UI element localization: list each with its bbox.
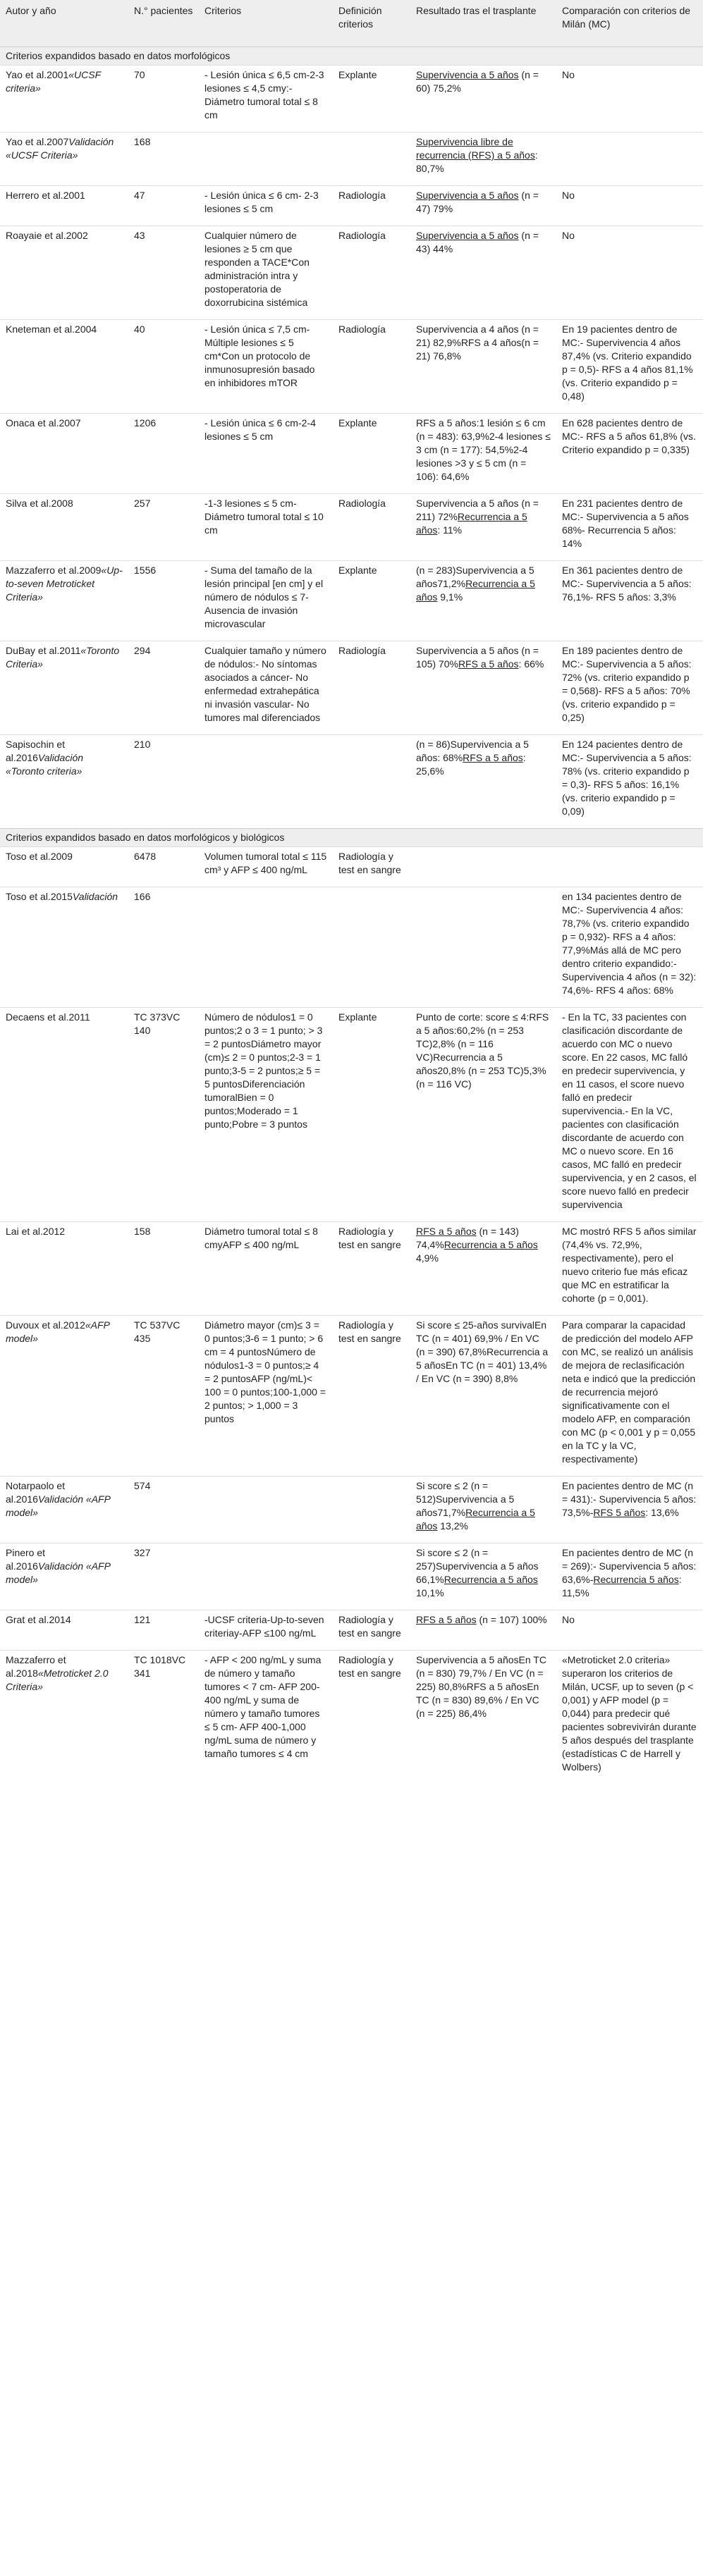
cell-milan-comparison xyxy=(556,561,703,641)
author-name: Yao et al.2001 xyxy=(6,69,69,80)
cell-definition: Radiología y test en sangre xyxy=(333,1222,410,1316)
cell-definition: Explante xyxy=(333,414,410,494)
criteria-text: - Lesión única ≤ 6 cm- 2-3 lesiones ≤ 5 cm xyxy=(204,190,319,214)
cell-author xyxy=(0,494,128,561)
table-row xyxy=(0,1222,703,1316)
table-row xyxy=(0,414,703,494)
result-text: Supervivencia a 5 añosEn TC (n = 830) 79,7% / En VC (n = 225) 80,8%RFS a 5 añosEn TC (n = 830) 89,6% / En VC (n = 225) 86,4% xyxy=(416,1654,546,1719)
cell-criteria xyxy=(199,641,333,735)
author-subtitle: «Toronto Criteria» xyxy=(6,645,120,670)
criteria-text: Volumen tumoral total ≤ 115 cm³ y AFP ≤ 400 ng/mL xyxy=(204,851,327,875)
result-text: (n = 283)Supervivencia a 5 años71,2% xyxy=(416,565,534,589)
mc-text: «Metroticket 2.0 criteria» superaron los criterios de Milán, UCSF, up to seven (p < 0,001) y AFP model (p = 0,044) para predecir qué pacientes sobrevivirán durante 5 años después del trasplante (estadísticas C de Harrell y Wolbers) xyxy=(562,1654,697,1773)
table-row xyxy=(0,66,703,133)
cell-criteria xyxy=(199,1543,333,1610)
cell-result xyxy=(410,320,556,414)
result-text: (n = 143) 74,4% xyxy=(416,1226,519,1250)
header-criteria: Criterios xyxy=(199,0,333,47)
result-metric: Recurrencia a 5 años xyxy=(416,578,535,603)
section-title: Criterios expandidos basado en datos morfológicos xyxy=(0,47,703,66)
section-row xyxy=(0,47,703,66)
cell-milan-comparison xyxy=(556,735,703,829)
cell-patients: 121 xyxy=(128,1610,199,1651)
cell-milan-comparison xyxy=(556,1543,703,1610)
author-name: Mazzaferro et al.2009 xyxy=(6,565,102,576)
cell-result xyxy=(410,1008,556,1222)
criteria-text: - Lesión única ≤ 7,5 cm-Múltiple lesiones ≤ 5 cm*Con un protocolo de inmunosupresión basado en inhibidores mTOR xyxy=(204,323,315,388)
criteria-text: Diámetro mayor (cm)≤ 3 = 0 puntos;3-6 = 1 punto; > 6 cm = 4 puntosNúmero de nódulos1-3 = 0 puntos;≥ 4 = 2 puntosAFP (ng/mL)< 100 = 0 puntos;100-1,000 = 2 puntos; > 1,000 = 3 puntos xyxy=(204,1319,326,1424)
cell-result xyxy=(410,1316,556,1477)
author-subtitle: «AFP model» xyxy=(6,1319,110,1344)
result-text: : 25,6% xyxy=(416,752,526,777)
mc-text: No xyxy=(562,69,575,80)
cell-patients: 40 xyxy=(128,320,199,414)
author-subtitle: Validación «AFP model» xyxy=(6,1560,111,1585)
result-text: Punto de corte: score ≤ 4:RFS a 5 años:60,2% (n = 253 TC)2,8% (n = 116 VC)Recurrencia a 5 años20,8% (n = 253 TC)5,3% (n = 116 VC) xyxy=(416,1011,549,1090)
mc-text: en 134 pacientes dentro de MC:- Supervivencia 4 años: 78,7% (vs. criterio expandido p = 0,932)- RFS a 4 años: 77,9%Más allá de MC pero dentro criterio expandido:- Supervivencia 4 años (n = 32): 74,6%- RFS 4 años: 68% xyxy=(562,891,697,996)
cell-author xyxy=(0,1610,128,1651)
cell-milan-comparison xyxy=(556,66,703,133)
cell-criteria xyxy=(199,1008,333,1222)
table-row xyxy=(0,847,703,887)
cell-author xyxy=(0,1651,128,1785)
cell-milan-comparison xyxy=(556,414,703,494)
author-name: Lai et al.2012 xyxy=(6,1226,66,1237)
cell-definition xyxy=(333,1543,410,1610)
table-row xyxy=(0,226,703,320)
cell-criteria xyxy=(199,847,333,887)
cell-patients: 168 xyxy=(128,133,199,186)
cell-criteria xyxy=(199,887,333,1008)
result-text: Si score ≤ 2 (n = 257)Supervivencia a 5 años 66,1% xyxy=(416,1547,539,1585)
cell-criteria xyxy=(199,1651,333,1785)
result-text: 9,1% xyxy=(437,591,463,603)
mc-text: En 124 pacientes dentro de MC:- Supervivencia a 5 años: 78% (vs. criterio expandido p = 0,3)- RFS 5 años: 16,1% (vs. criterio expandido p = 0,09) xyxy=(562,739,692,817)
table-row xyxy=(0,133,703,186)
cell-definition: Radiología xyxy=(333,641,410,735)
cell-definition: Explante xyxy=(333,66,410,133)
author-name: Grat et al.2014 xyxy=(6,1614,71,1625)
cell-criteria xyxy=(199,226,333,320)
cell-patients: TC 1018VC 341 xyxy=(128,1651,199,1785)
cell-author xyxy=(0,847,128,887)
result-text: 4,9% xyxy=(416,1252,439,1264)
cell-criteria xyxy=(199,320,333,414)
cell-definition: Radiología y test en sangre xyxy=(333,1651,410,1785)
author-subtitle: Validación xyxy=(72,891,118,902)
header-definition: Definición criterios xyxy=(333,0,410,47)
mc-metric: RFS 5 años xyxy=(593,1507,646,1518)
cell-milan-comparison xyxy=(556,641,703,735)
cell-author xyxy=(0,66,128,133)
result-text: (n = 60) 75,2% xyxy=(416,69,539,94)
criteria-text: Cualquier número de lesiones ≥ 5 cm que responden a TACE*Con administración intra y postoperatoria de doxorrubicina sistémica xyxy=(204,230,310,308)
cell-definition: Explante xyxy=(333,561,410,641)
cell-author xyxy=(0,414,128,494)
cell-patients: 70 xyxy=(128,66,199,133)
table-row xyxy=(0,641,703,735)
table-row xyxy=(0,1610,703,1651)
cell-criteria xyxy=(199,1477,333,1543)
cell-result xyxy=(410,735,556,829)
cell-result xyxy=(410,226,556,320)
author-subtitle: Validación «AFP model» xyxy=(6,1493,111,1518)
result-metric: Supervivencia libre de recurrencia (RFS) a 5 años xyxy=(416,136,535,161)
cell-author xyxy=(0,887,128,1008)
result-metric: Recurrencia a 5 años xyxy=(444,1239,538,1250)
author-name: Herrero et al.2001 xyxy=(6,190,85,201)
author-subtitle: «Up-to-seven Metroticket Criteria» xyxy=(6,565,123,603)
author-name: Sapisochin et al.2016 xyxy=(6,739,66,763)
cell-milan-comparison xyxy=(556,1008,703,1222)
table-row xyxy=(0,186,703,226)
cell-result xyxy=(410,1222,556,1316)
table-row xyxy=(0,1477,703,1543)
author-name: Onaca et al.2007 xyxy=(6,417,81,429)
mc-text: : 13,6% xyxy=(645,1507,679,1518)
cell-author xyxy=(0,1008,128,1222)
result-text: : 11% xyxy=(437,524,463,536)
section-title: Criterios expandidos basado en datos morfológicos y biológicos xyxy=(0,829,703,847)
criteria-text: - Lesión única ≤ 6,5 cm-2-3 lesiones ≤ 4,5 cmy:-Diámetro tumoral total ≤ 8 cm xyxy=(204,69,324,121)
result-metric: Recurrencia a 5 años xyxy=(416,511,527,536)
table-row xyxy=(0,561,703,641)
cell-patients: 1206 xyxy=(128,414,199,494)
cell-patients: 6478 xyxy=(128,847,199,887)
result-metric: RFS a 5 años xyxy=(416,1614,477,1625)
cell-definition: Radiología xyxy=(333,226,410,320)
table-row xyxy=(0,1316,703,1477)
author-subtitle: «Metroticket 2.0 Criteria» xyxy=(6,1668,109,1692)
table-header-row xyxy=(0,0,703,47)
criteria-text: Diámetro tumoral total ≤ 8 cmyAFP ≤ 400 ng/mL xyxy=(204,1226,318,1250)
criteria-text: -UCSF criteria-Up-to-seven criteriay-AFP ≤100 ng/mL xyxy=(204,1614,324,1639)
mc-text: En 628 pacientes dentro de MC:- RFS a 5 años 61,8% (vs. Criterio expandido p = 0,335) xyxy=(562,417,696,455)
table-row xyxy=(0,887,703,1008)
result-text: Supervivencia a 5 años (n = 105) 70% xyxy=(416,645,539,670)
result-metric: Supervivencia a 5 años xyxy=(416,69,519,80)
cell-result xyxy=(410,133,556,186)
cell-result xyxy=(410,1477,556,1543)
cell-definition xyxy=(333,887,410,1008)
result-text: (n = 47) 79% xyxy=(416,190,539,214)
author-subtitle: Validación «Toronto criteria» xyxy=(6,752,84,777)
author-name: Yao et al.2007 xyxy=(6,136,69,147)
mc-text: En 189 pacientes dentro de MC:- Supervivencia a 5 años: 72% (vs. criterio expandido p = 0,568)- RFS a 5 años: 70% (vs. criterio expandido p = 0,25) xyxy=(562,645,692,723)
table-row xyxy=(0,1008,703,1222)
cell-author xyxy=(0,735,128,829)
cell-author xyxy=(0,561,128,641)
mc-text: En pacientes dentro de MC (n = 269):- Supervivencia 5 años: 63,6%- xyxy=(562,1547,697,1585)
cell-patients: 166 xyxy=(128,887,199,1008)
cell-author xyxy=(0,1543,128,1610)
cell-result xyxy=(410,494,556,561)
cell-result xyxy=(410,1610,556,1651)
author-name: Pinero et al.2016 xyxy=(6,1547,46,1572)
mc-text: En 361 pacientes dentro de MC:- Supervivencia a 5 años: 76,1%- RFS 5 años: 3,3% xyxy=(562,565,692,603)
cell-patients: 47 xyxy=(128,186,199,226)
result-text: 13,2% xyxy=(437,1520,468,1532)
cell-definition xyxy=(333,735,410,829)
table-row xyxy=(0,735,703,829)
cell-result xyxy=(410,1543,556,1610)
cell-patients: 210 xyxy=(128,735,199,829)
cell-milan-comparison xyxy=(556,887,703,1008)
header-milan-comparison: Comparación con criterios de Milán (MC) xyxy=(556,0,703,47)
mc-text: No xyxy=(562,190,575,201)
cell-author xyxy=(0,641,128,735)
result-text: Supervivencia a 4 años (n = 21) 82,9%RFS a 4 años(n = 21) 76,8% xyxy=(416,323,539,362)
cell-criteria xyxy=(199,133,333,186)
author-name: Duvoux et al.2012 xyxy=(6,1319,85,1331)
cell-patients: 158 xyxy=(128,1222,199,1316)
table-row xyxy=(0,320,703,414)
mc-text: MC mostró RFS 5 años similar (74,4% vs. 72,9%, respectivamente), pero el nuevo criterio fue más eficaz que MC en estratificar la cohorte (p = 0,001). xyxy=(562,1226,697,1304)
cell-criteria xyxy=(199,1222,333,1316)
cell-result xyxy=(410,66,556,133)
mc-text: No xyxy=(562,230,575,241)
cell-result xyxy=(410,641,556,735)
mc-text: : 11,5% xyxy=(562,1574,682,1598)
author-subtitle: «UCSF criteria» xyxy=(6,69,101,94)
cell-criteria xyxy=(199,1316,333,1477)
cell-definition: Radiología y test en sangre xyxy=(333,847,410,887)
header-result: Resultado tras el trasplante xyxy=(410,0,556,47)
cell-milan-comparison xyxy=(556,494,703,561)
cell-author xyxy=(0,186,128,226)
cell-author xyxy=(0,226,128,320)
table-row xyxy=(0,1543,703,1610)
criteria-text: - Lesión única ≤ 6 cm-2-4 lesiones ≤ 5 cm xyxy=(204,417,316,442)
cell-patients: 294 xyxy=(128,641,199,735)
table-body xyxy=(0,47,703,1785)
cell-patients: 574 xyxy=(128,1477,199,1543)
cell-definition xyxy=(333,133,410,186)
criteria-text: - Suma del tamaño de la lesión principal [en cm] y el número de nódulos ≤ 7- Ausencia de invasión microvascular xyxy=(204,565,324,629)
mc-text: No xyxy=(562,1614,575,1625)
cell-milan-comparison xyxy=(556,1316,703,1477)
result-text: (n = 107) 100% xyxy=(476,1614,547,1625)
cell-definition: Explante xyxy=(333,1008,410,1222)
cell-result xyxy=(410,186,556,226)
result-metric: Recurrencia a 5 años xyxy=(444,1574,538,1585)
cell-patients: 257 xyxy=(128,494,199,561)
mc-metric: Recurrencia 5 años xyxy=(593,1574,679,1585)
result-text: (n = 43) 44% xyxy=(416,230,539,254)
result-metric: RFS a 5 años xyxy=(416,1226,477,1237)
cell-milan-comparison xyxy=(556,133,703,186)
criteria-text: -1-3 lesiones ≤ 5 cm-Diámetro tumoral total ≤ 10 cm xyxy=(204,498,324,536)
cell-definition: Radiología y test en sangre xyxy=(333,1316,410,1477)
author-name: Notarpaolo et al.2016 xyxy=(6,1480,66,1505)
mc-text: Para comparar la capacidad de predicción del modelo AFP con MC, se realizó un análisis de mejora de reclasificación neta e indicó que la predicción de recurrencia mejoró significativamente con el modelo AFP, en comparación con MC (p < 0,001 y p = 0,055 en la TC y la VC, respectivamente) xyxy=(562,1319,696,1465)
cell-patients: TC 537VC 435 xyxy=(128,1316,199,1477)
result-metric: RFS a 5 años xyxy=(463,752,523,763)
result-text: Si score ≤ 25-años survivalEn TC (n = 401) 69,9% / En VC (n = 390) 67,8%Recurrencia a 5 añosEn TC (n = 401) 13,4% / En VC (n = 390) 8,8% xyxy=(416,1319,549,1384)
result-text: : 66% xyxy=(518,658,544,670)
mc-text: En pacientes dentro de MC (n = 431):- Supervivencia 5 años: 73,5%- xyxy=(562,1480,697,1518)
author-name: Mazzaferro et al.2018 xyxy=(6,1654,66,1679)
cell-milan-comparison xyxy=(556,186,703,226)
cell-milan-comparison xyxy=(556,226,703,320)
cell-definition: Radiología xyxy=(333,320,410,414)
result-metric: Supervivencia a 5 años xyxy=(416,230,519,241)
cell-author xyxy=(0,1316,128,1477)
result-text: 10,1% xyxy=(416,1587,444,1598)
cell-definition: Radiología y test en sangre xyxy=(333,1610,410,1651)
cell-author xyxy=(0,133,128,186)
cell-criteria xyxy=(199,494,333,561)
table-row xyxy=(0,1651,703,1785)
result-text: Si score ≤ 2 (n = 512)Supervivencia a 5 años71,7% xyxy=(416,1480,515,1518)
cell-definition: Radiología xyxy=(333,186,410,226)
cell-milan-comparison xyxy=(556,320,703,414)
cell-patients: 1556 xyxy=(128,561,199,641)
author-name: Toso et al.2009 xyxy=(6,851,73,862)
cell-definition xyxy=(333,1477,410,1543)
cell-criteria xyxy=(199,414,333,494)
result-text: Supervivencia a 5 años (n = 211) 72% xyxy=(416,498,539,522)
author-name: Toso et al.2015 xyxy=(6,891,73,902)
result-metric: Recurrencia a 5 años xyxy=(416,1507,535,1532)
cell-result xyxy=(410,847,556,887)
header-author: Autor y año xyxy=(0,0,128,47)
cell-milan-comparison xyxy=(556,847,703,887)
author-subtitle: Validación «UCSF Criteria» xyxy=(6,136,114,161)
cell-result xyxy=(410,1651,556,1785)
cell-milan-comparison xyxy=(556,1610,703,1651)
author-name: Roayaie et al.2002 xyxy=(6,230,88,241)
criteria-text: Cualquier tamaño y número de nódulos:- No síntomas asociados a cáncer- No enfermedad extrahepática ni invasión vascular- No tumores mal diferenciados xyxy=(204,645,326,723)
result-text: : 80,7% xyxy=(416,149,538,174)
cell-definition: Radiología xyxy=(333,494,410,561)
author-name: Kneteman et al.2004 xyxy=(6,323,97,335)
header-patients: N.° pacientes xyxy=(128,0,199,47)
section-row xyxy=(0,829,703,847)
cell-result xyxy=(410,561,556,641)
cell-patients: TC 373VC 140 xyxy=(128,1008,199,1222)
criteria-text: - AFP < 200 ng/mL y suma de número y tamaño tumores < 7 cm- AFP 200-400 ng/mL y suma de número y tamaño tumores ≤ 5 cm- AFP 400-1,000 ng/mL suma de número y tamaño tumores ≤ 4 cm xyxy=(204,1654,322,1759)
cell-author xyxy=(0,320,128,414)
cell-criteria xyxy=(199,1610,333,1651)
cell-criteria xyxy=(199,66,333,133)
author-name: Silva et al.2008 xyxy=(6,498,73,509)
result-text: (n = 86)Supervivencia a 5 años: 68% xyxy=(416,739,529,763)
author-name: Decaens et al.2011 xyxy=(6,1011,90,1023)
result-metric: RFS a 5 años xyxy=(458,658,519,670)
cell-milan-comparison xyxy=(556,1222,703,1316)
mc-text: En 19 pacientes dentro de MC:- Supervivencia 4 años 87,4% (vs. Criterio expandido p = 0,5)- RFS a 4 años 81,1% (vs. Criterio expandido p = 0,48) xyxy=(562,323,693,402)
cell-author xyxy=(0,1222,128,1316)
cell-milan-comparison xyxy=(556,1651,703,1785)
cell-result xyxy=(410,887,556,1008)
cell-result xyxy=(410,414,556,494)
mc-text: - En la TC, 33 pacientes con clasificación discordante de acuerdo con MC o nuevo score. En 22 casos, MC falló en predecir supervivencia, y en 11 casos, el score nuevo falló en predecir supervivencia.- En la VC, pacientes con clasificación discordante de acuerdo con MC o nuevo score. En 16 casos, MC falló en predecir supervivencia, y en 2 casos, el score nuevo falló en predecir supervivencia xyxy=(562,1011,697,1210)
cell-criteria xyxy=(199,735,333,829)
cell-author xyxy=(0,1477,128,1543)
author-name: DuBay et al.2011 xyxy=(6,645,81,656)
table-row xyxy=(0,494,703,561)
cell-milan-comparison xyxy=(556,1477,703,1543)
result-text: RFS a 5 años:1 lesión ≤ 6 cm (n = 483): 63,9%2-4 lesiones ≤ 3 cm (n = 177): 54,5%2-4 lesiones >3 y ≤ 5 cm (n = 106): 64,6% xyxy=(416,417,551,482)
cell-patients: 327 xyxy=(128,1543,199,1610)
mc-text: En 231 pacientes dentro de MC:- Supervivencia a 5 años 68%- Recurrencia 5 años: 14% xyxy=(562,498,689,549)
cell-criteria xyxy=(199,186,333,226)
result-metric: Supervivencia a 5 años xyxy=(416,190,519,201)
cell-patients: 43 xyxy=(128,226,199,320)
criteria-text: Número de nódulos1 = 0 puntos;2 o 3 = 1 punto; > 3 = 2 puntosDiámetro mayor (cm)≤ 2 = 0 puntos;2-3 = 1 punto;3-5 = 2 puntos;≥ 5 = 5 puntosDiferenciación tumoralBien = 0 puntos;Moderado = 1 punto;Pobre = 3 puntos xyxy=(204,1011,323,1130)
cell-criteria xyxy=(199,561,333,641)
